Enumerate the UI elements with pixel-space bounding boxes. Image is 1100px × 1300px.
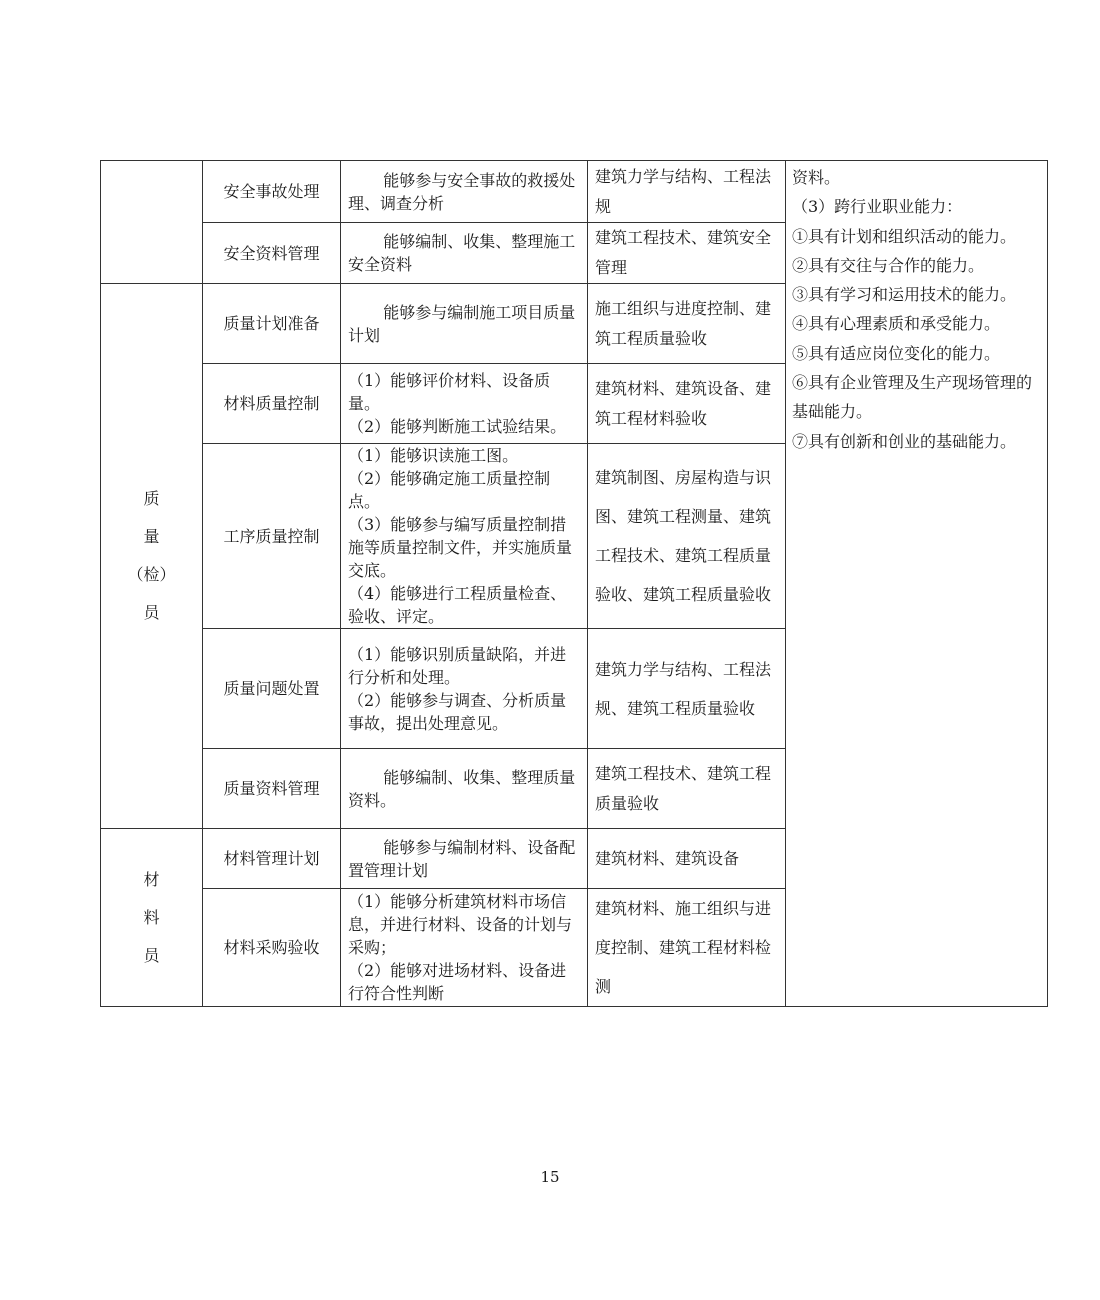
task-cell: 材料管理计划 (203, 829, 341, 889)
note-line: ②具有交往与合作的能力。 (792, 255, 985, 275)
task-cell: 质量计划准备 (203, 284, 341, 364)
skill-line: （2）能够确定施工质量控制点。 (348, 469, 551, 511)
skill-cell (341, 829, 588, 889)
task-cell: 材料质量控制 (203, 364, 341, 444)
task-cell: 安全事故处理 (203, 161, 341, 223)
note-line: ⑦具有创新和创业的基础能力。 (792, 431, 1017, 451)
course-cell: 建筑材料、施工组织与进度控制、建筑工程材料检测 (588, 889, 786, 1007)
skill-line: 能够编制、收集、整理质量资料。 (348, 767, 576, 810)
role-cell-material (101, 829, 203, 1007)
skill-line: 能够编制、收集、整理施工安全资料 (348, 232, 576, 274)
skill-line: （1）能够评价材料、设备质量。 (348, 371, 551, 413)
task-cell: 材料采购验收 (203, 889, 341, 1007)
skill-cell (341, 161, 588, 223)
note-line: ⑥具有企业管理及生产现场管理的基础能力。 (792, 373, 1033, 422)
skill-line: （1）能够识别质量缺陷，并进行分析和处理。 (348, 644, 567, 687)
skill-line: （2）能够判断施工试验结果。 (348, 417, 567, 436)
task-cell: 质量问题处置 (203, 629, 341, 749)
skill-cell (341, 629, 588, 749)
skill-cell (341, 364, 588, 444)
skill-cell (341, 749, 588, 829)
note-line: ①具有计划和组织活动的能力。 (792, 226, 1017, 246)
skill-line: 能够参与编制施工项目质量计划 (348, 302, 576, 345)
task-cell: 安全资料管理 (203, 223, 341, 284)
skill-cell (341, 223, 588, 284)
course-cell: 建筑力学与结构、工程法规 (588, 161, 786, 223)
role-label: 质 量 （检） 员 (127, 489, 176, 622)
skill-line: （1）能够分析建筑材料市场信息，并进行材料、设备的计划与采购； (348, 892, 573, 957)
course-cell: 建筑制图、房屋构造与识图、建筑工程测量、建筑工程技术、建筑工程质量验收、建筑工程质量验收 (588, 444, 786, 629)
role-cell-quality (101, 284, 203, 829)
skill-line: （3）能够参与编写质量控制措施等质量控制文件，并实施质量交底。 (348, 515, 573, 580)
capability-table (100, 160, 1048, 1007)
table-row (101, 161, 1048, 223)
course-cell: 施工组织与进度控制、建筑工程质量验收 (588, 284, 786, 364)
notes-cell (786, 161, 1048, 1007)
skill-cell (341, 889, 588, 1007)
skill-line: （1）能够识读施工图。 (348, 446, 519, 465)
skill-line: （4）能够进行工程质量检查、验收、评定。 (348, 584, 567, 626)
course-cell: 建筑工程技术、建筑安全管理 (588, 223, 786, 284)
task-cell: 质量资料管理 (203, 749, 341, 829)
skill-cell (341, 284, 588, 364)
skill-cell (341, 444, 588, 629)
skill-line: （2）能够参与调查、分析质量事故，提出处理意见。 (348, 690, 567, 733)
role-cell-empty (101, 161, 203, 284)
note-line: ⑤具有适应岗位变化的能力。 (792, 343, 1001, 363)
skill-line: （2）能够对进场材料、设备进行符合性判断 (348, 961, 567, 1003)
course-cell: 建筑材料、建筑设备 (588, 829, 786, 889)
skill-line: 能够参与安全事故的救援处理、调查分析 (348, 170, 576, 213)
note-line: ③具有学习和运用技术的能力。 (792, 285, 1017, 305)
note-line: （3）跨行业职业能力： (792, 197, 963, 217)
course-cell: 建筑材料、建筑设备、建筑工程材料验收 (588, 364, 786, 444)
task-cell: 工序质量控制 (203, 444, 341, 629)
page-number: 15 (540, 1168, 560, 1186)
course-cell: 建筑工程技术、建筑工程质量验收 (588, 749, 786, 829)
role-label: 材 料 员 (143, 869, 160, 965)
note-line: 资料。 (792, 168, 841, 187)
course-cell: 建筑力学与结构、工程法规、建筑工程质量验收 (588, 629, 786, 749)
note-line: ④具有心理素质和承受能力。 (792, 314, 1001, 334)
skill-line: 能够参与编制材料、设备配置管理计划 (348, 837, 576, 880)
